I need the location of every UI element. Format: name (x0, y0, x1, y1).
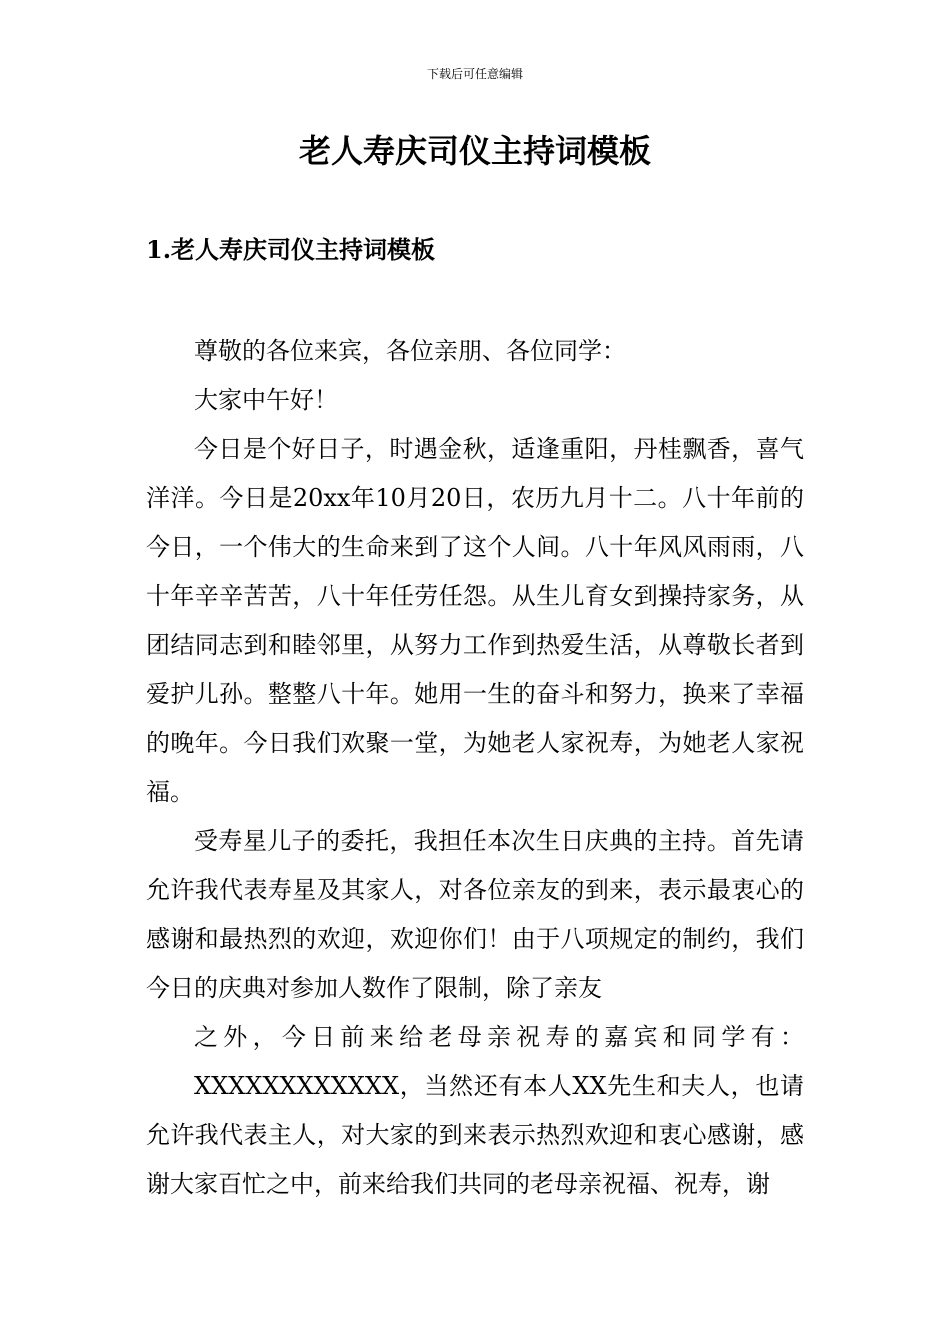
paragraph-thanks-spaced-line: 之外，今日前来给老母亲祝寿的嘉宾和同学有： (194, 1023, 804, 1051)
header-note: 下载后可任意编辑 (426, 67, 523, 81)
document-body (146, 327, 804, 1209)
paragraph-thanks-part1: 受寿星儿子的委托，我担任本次生日庆典的主持。首先请允许我代表寿星及其家人，对各位亲友的到来，表示最衷心的感谢和最热烈的欢迎，欢迎你们！由于八项规定的制约，我们今日的庆典对参加人数作了限制，除了亲友 (146, 827, 804, 1002)
paragraph-opening: 今日是个好日子，时遇金秋，适逢重阳，丹桂飘香，喜气洋洋。今日是20xx年10月20日，农历九月十二。八十年前的今日，一个伟大的生命来到了这个人间。八十年风风雨雨，八十年辛辛苦苦，八十年任劳任怨。从生儿育女到操持家务，从团结同志到和睦邻里，从努力工作到热爱生活，从尊敬长者到爱护儿孙。整整八十年。她用一生的奋斗和努力，换来了幸福的晚年。今日我们欢聚一堂，为她老人家祝寿，为她老人家祝福。 (146, 435, 804, 806)
paragraph-thanks (146, 817, 804, 1209)
paragraph-greeting: 大家中午好！ (194, 386, 338, 414)
paragraph-thanks-part2: XXXXXXXXXXXX，当然还有本人XX先生和夫人，也请允许我代表主人，对大家的到来表示热烈欢迎和衷心感谢，感谢大家百忙之中，前来给我们共同的老母亲祝福、祝寿，谢 (146, 1072, 804, 1198)
paragraph-salutation: 尊敬的各位来宾，各位亲朋、各位同学： (194, 337, 626, 365)
document-title: 老人寿庆司仪主持词模板 (298, 132, 651, 170)
section-heading: 1.老人寿庆司仪主持词模板 (146, 235, 436, 264)
